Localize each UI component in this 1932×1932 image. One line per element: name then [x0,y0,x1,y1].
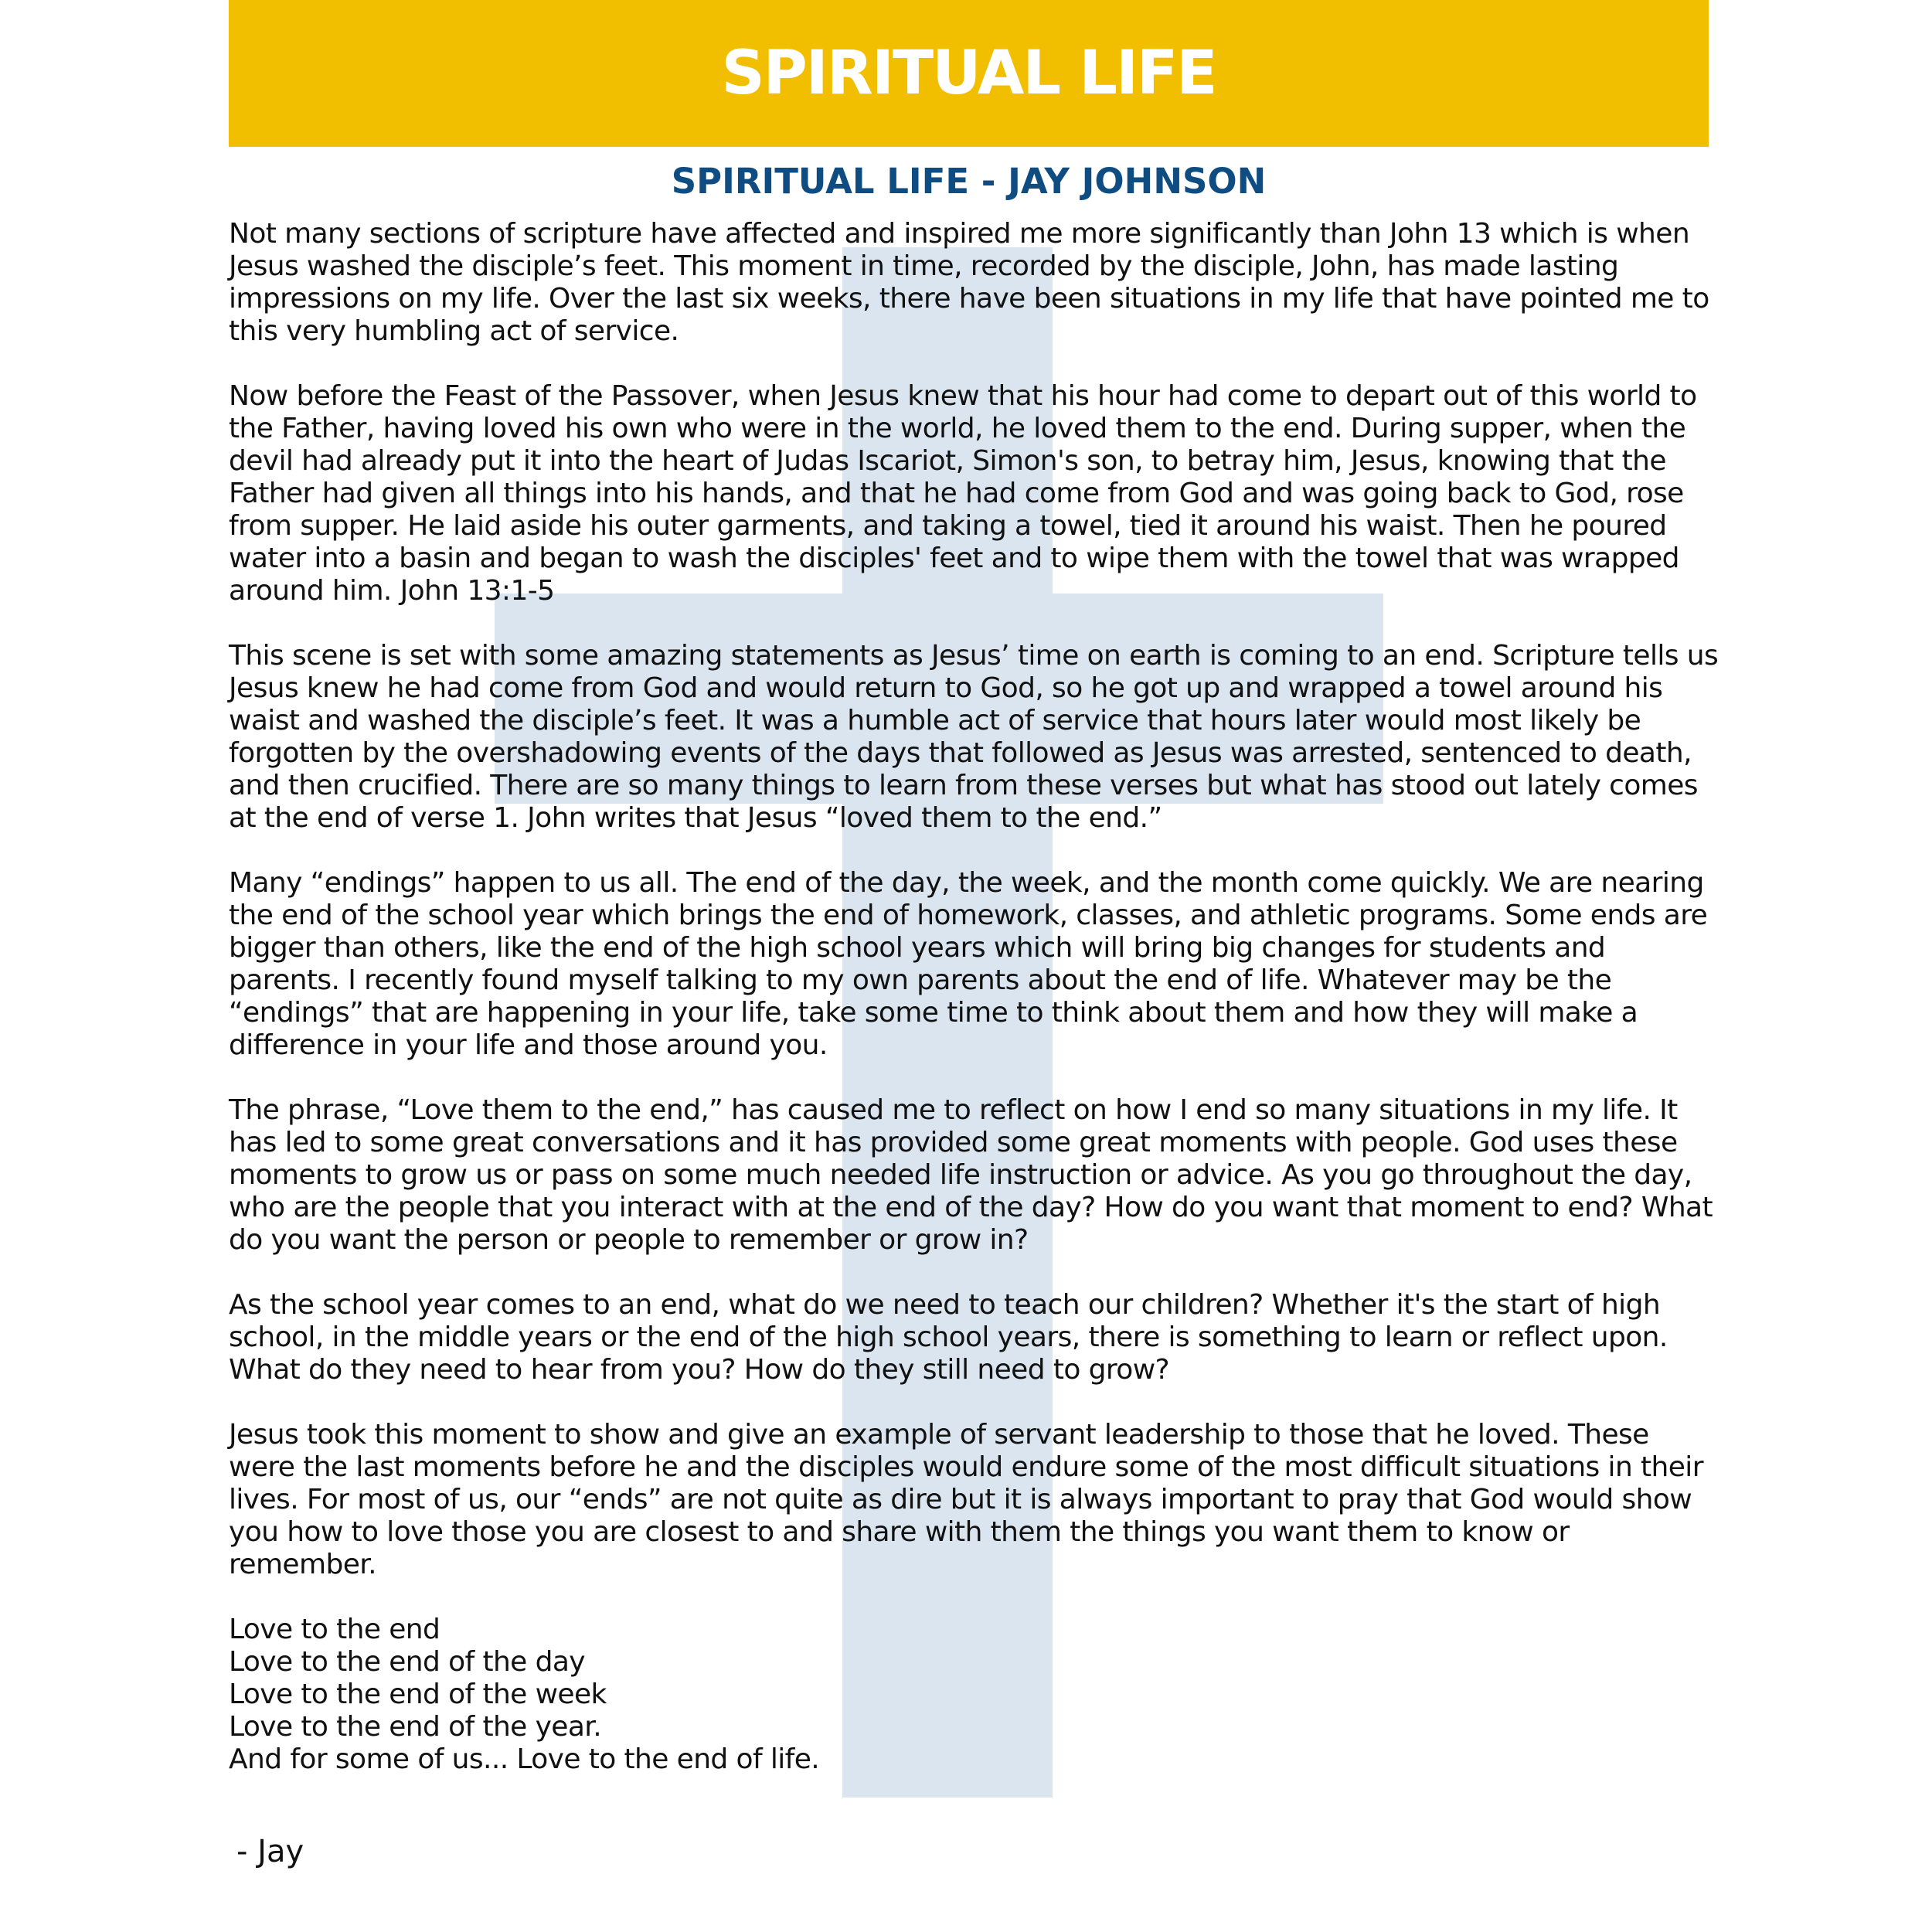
paragraph: Jesus took this moment to show and give an example of servant leadership to those that he loved. These were the last moments before he and the disciples would endure some of the most difficult situations in their lives. For most of us, our “ends” are not quite as dire but it is always important to pray that God would show you how to love those you are closest to and share with them the things you want them to know or remember. [229,1419,1703,1580]
article-subtitle: SPIRITUAL LIFE - JAY JOHNSON [671,161,1267,202]
poem-line: Love to the end of the day [229,1646,585,1678]
closing-poem [229,1614,1720,1776]
page-title: SPIRITUAL LIFE [721,39,1216,108]
scripture-quote-paragraph: Now before the Feast of the Passover, when Jesus knew that his hour had come to depart out of this world to the Father, having loved his own who were in the world, he loved them to the end. During supper, when the devil had already put it into the heart of Judas Iscariot, Simon's son, to betray him, Jesus, knowing that the Father had given all things into his hands, and that he had come from God and was going back to God, rose from supper. He laid aside his outer garments, and taking a towel, tied it around his waist. Then he poured water into a basin and began to wash the disciples' feet and to wipe them with the towel that was wrapped around him. John 13:1-5 [229,380,1697,607]
poem-line: Love to the end [229,1614,440,1645]
paragraph: The phrase, “Love them to the end,” has caused me to reflect on how I end so many situations in my life. It has led to some great conversations and it has provided some great moments with people. God uses these moments to grow us or pass on some much needed life instruction or advice. As you go throughout the day, who are the people that you interact with at the end of the day? How do you want that moment to end? What do you want the person or people to remember or grow in? [229,1094,1713,1256]
header-banner [229,0,1709,147]
poem-line: Love to the end of the year. [229,1711,602,1743]
poem-line: Love to the end of the week [229,1679,607,1710]
author-signature: - Jay [236,1834,304,1869]
paragraph: This scene is set with some amazing statements as Jesus’ time on earth is coming to an end. Scripture tells us Jesus knew he had come from God and would return to God, so he got up and wrapped a towel around his waist and washed the disciple’s feet. It was a humble act of service that hours later would most likely be forgotten by the overshadowing events of the days that followed as Jesus was arrested, sentenced to death, and then crucified. There are so many things to learn from these verses but what has stood out lately comes at the end of verse 1. John writes that Jesus “loved them to the end.” [229,640,1719,834]
paragraph: As the school year comes to an end, what do we need to teach our children? Whether it's the start of high school, in the middle years or the end of the high school years, there is something to learn or reflect upon. What do they need to hear from you? How do they still need to grow? [229,1289,1668,1386]
poem-line: And for some of us... Love to the end of life. [229,1743,820,1775]
article-body [229,218,1720,1776]
paragraph: Many “endings” happen to us all. The end of the day, the week, and the month come quickly. We are nearing the end of the school year which brings the end of homework, classes, and athletic programs. Some ends are bigger than others, like the end of the high school years which will bring big changes for students and parents. I recently found myself talking to my own parents about the end of life. Whatever may be the “endings” that are happening in your life, take some time to think about them and how they will make a difference in your life and those around you. [229,867,1708,1061]
paragraph: Not many sections of scripture have affected and inspired me more significantly than John 13 which is when Jesus washed the disciple’s feet. This moment in time, recorded by the disciple, John, has made lasting impressions on my life. Over the last six weeks, there have been situations in my life that have pointed me to this very humbling act of service. [229,218,1709,347]
